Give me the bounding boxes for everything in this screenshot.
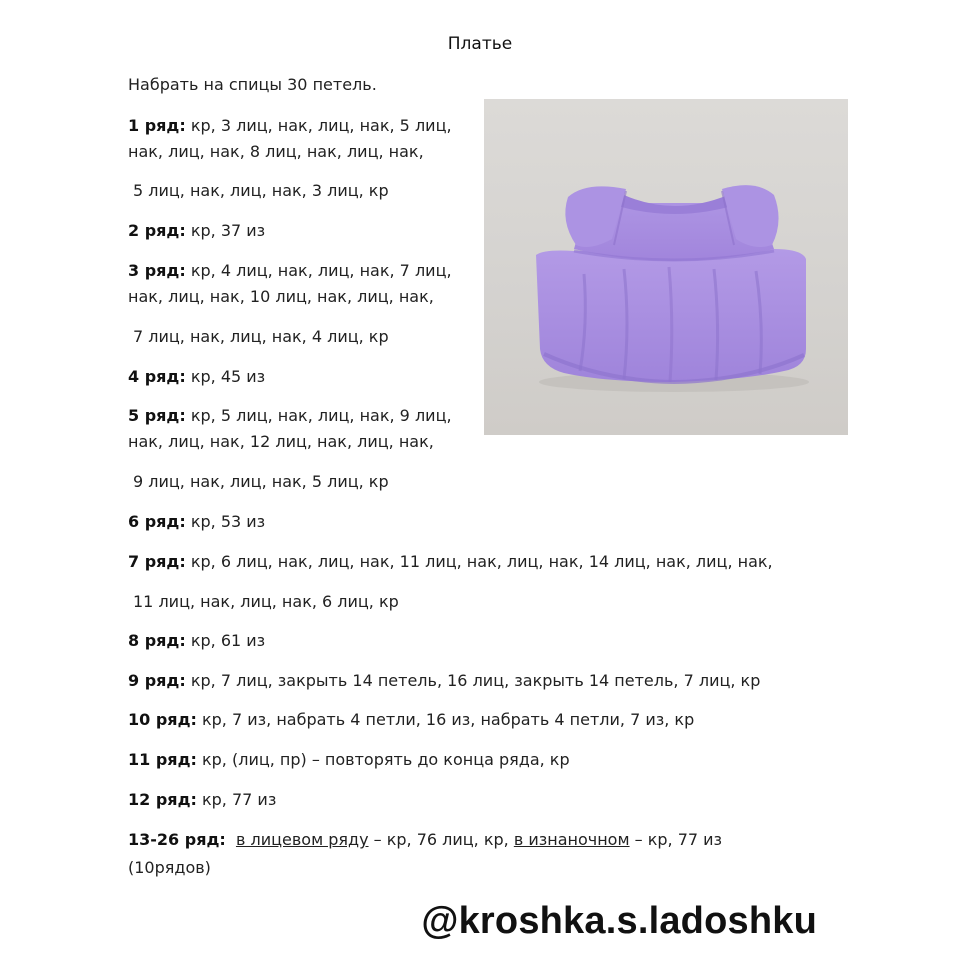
row-1-continuation: 5 лиц, нак, лиц, нак, 3 лиц, кр (133, 181, 389, 200)
row-12 (128, 787, 276, 812)
knitted-dress-illustration (484, 99, 848, 435)
row-5-continuation: 9 лиц, нак, лиц, нак, 5 лиц, кр (133, 472, 389, 491)
row-label: 12 ряд: (128, 790, 197, 809)
row-text: кр, 77 из (196, 790, 277, 809)
row-label: 9 ряд: (128, 671, 186, 690)
dress-photo (484, 99, 848, 435)
row-text: кр, 45 из (185, 367, 266, 386)
row-label: 11 ряд: (128, 750, 197, 769)
row-label: 10 ряд: (128, 710, 197, 729)
watermark-handle: @kroshka.s.ladoshku (421, 900, 817, 942)
row-13-26 (128, 827, 722, 852)
row-label: 8 ряд: (128, 631, 186, 650)
page-title: Платье (447, 34, 513, 54)
purl-side-label: в изнаночном (513, 830, 630, 849)
row-6 (128, 509, 265, 534)
row-8 (128, 628, 265, 653)
row-text-knit: – кр, 76 лиц, кр, (368, 830, 514, 849)
row-text: кр, 3 лиц, нак, лиц, нак, 5 лиц, (185, 116, 452, 135)
row-2 (128, 218, 265, 243)
row-text: кр, 6 лиц, нак, лиц, нак, 11 лиц, нак, лиц, нак, 14 лиц, нак, лиц, нак, (185, 552, 773, 571)
row-13-26-line2: (10рядов) (128, 858, 211, 877)
row-text: кр, 5 лиц, нак, лиц, нак, 9 лиц, (185, 406, 452, 425)
row-label: 4 ряд: (128, 367, 186, 386)
row-text: кр, 7 из, набрать 4 петли, 16 из, набрать 4 петли, 7 из, кр (196, 710, 695, 729)
row-label: 5 ряд: (128, 406, 186, 425)
row-7 (128, 549, 773, 574)
row-text-purl: – кр, 77 из (629, 830, 723, 849)
row-text: кр, 61 из (185, 631, 266, 650)
row-5-line2: нак, лиц, нак, 12 лиц, нак, лиц, нак, (128, 432, 434, 451)
row-label: 13-26 ряд: (128, 830, 226, 849)
row-5 (128, 403, 452, 428)
knit-side-label: в лицевом ряду (235, 830, 369, 849)
row-label: 1 ряд: (128, 116, 186, 135)
row-label: 2 ряд: (128, 221, 186, 240)
row-1 (128, 113, 452, 138)
row-3-continuation: 7 лиц, нак, лиц, нак, 4 лиц, кр (133, 327, 389, 346)
row-label: 3 ряд: (128, 261, 186, 280)
row-label: 7 ряд: (128, 552, 186, 571)
row-9 (128, 668, 760, 693)
row-3-line2: нак, лиц, нак, 10 лиц, нак, лиц, нак, (128, 287, 434, 306)
row-4 (128, 364, 265, 389)
row-text: кр, 7 лиц, закрыть 14 петель, 16 лиц, закрыть 14 петель, 7 лиц, кр (185, 671, 761, 690)
row-text: кр, (лиц, пр) – повторять до конца ряда, кр (196, 750, 570, 769)
row-7-continuation: 11 лиц, нак, лиц, нак, 6 лиц, кр (133, 592, 399, 611)
row-11 (128, 747, 570, 772)
intro-text: Набрать на спицы 30 петель. (128, 75, 377, 94)
row-text: кр, 4 лиц, нак, лиц, нак, 7 лиц, (185, 261, 452, 280)
row-text: кр, 37 из (185, 221, 266, 240)
row-label: 6 ряд: (128, 512, 186, 531)
row-text: кр, 53 из (185, 512, 266, 531)
row-3 (128, 258, 452, 283)
row-1-line2: нак, лиц, нак, 8 лиц, нак, лиц, нак, (128, 142, 424, 161)
row-10 (128, 707, 694, 732)
